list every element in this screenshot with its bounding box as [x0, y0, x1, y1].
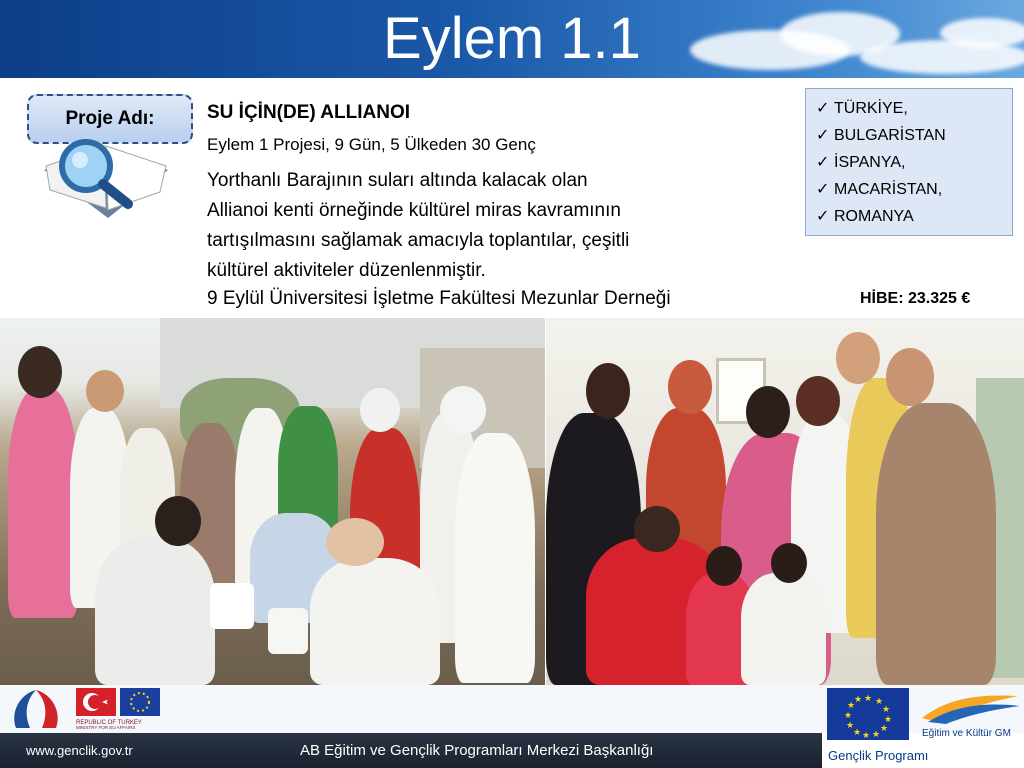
- project-name: SU İÇİN(DE) ALLIANOI: [207, 102, 411, 123]
- country-item: ✓ BULGARİSTAN: [816, 122, 1012, 149]
- check-icon: ✓: [816, 181, 830, 198]
- grant-amount: HİBE: 23.325 €: [860, 290, 971, 307]
- organization-name: 9 Eylül Üniversitesi İşletme Fakültesi Mezunlar Derneği: [207, 288, 671, 309]
- group-photo: [546, 318, 1024, 685]
- description-line: Allianoi kenti örneğinde kültürel miras kavramının: [207, 200, 621, 221]
- description-line: tartışılmasını sağlamak amacıyla toplantılar, çeşitli: [207, 230, 630, 251]
- check-icon: ✓: [816, 154, 830, 171]
- footer-title: AB Eğitim ve Gençlik Programları Merkezi Başkanlığı: [300, 742, 654, 759]
- check-icon: ✓: [816, 100, 830, 117]
- description-line: Yorthanlı Barajının suları altında kalacak olan: [207, 170, 588, 191]
- check-icon: ✓: [816, 208, 830, 225]
- country-item: ✓ TÜRKİYE,: [816, 95, 1012, 122]
- country-item: ✓ MACARİSTAN,: [816, 176, 1012, 203]
- magnifier-book-icon: [36, 130, 176, 220]
- description-line: kültürel aktiviteler düzenlenmiştir.: [207, 260, 486, 281]
- website-link[interactable]: www.genclik.gov.tr: [26, 743, 133, 758]
- check-icon: ✓: [816, 127, 830, 144]
- country-item: ✓ ROMANYA: [816, 203, 1012, 230]
- turkey-logo-text: REPUBLIC OF TURKEY: [76, 720, 142, 726]
- youth-program-label: Gençlik Programı: [828, 748, 929, 763]
- project-description: [207, 166, 787, 286]
- center-emblem-icon: [6, 686, 66, 730]
- countries-box: [805, 88, 1013, 236]
- country-item: ✓ İSPANYA,: [816, 149, 1012, 176]
- turkey-flag-icon: [72, 686, 168, 730]
- header-banner: [0, 0, 1024, 78]
- workshop-photo: [0, 318, 545, 685]
- project-label: Proje Adı:: [65, 108, 155, 129]
- lifelong-label: Eğitim ve Kültür GM: [922, 728, 1011, 739]
- turkey-logo-subtext: MINISTRY FOR EU AFFAIRS: [76, 725, 136, 730]
- eu-flag-icon: ★ ★ ★ ★ ★ ★ ★ ★ ★ ★ ★ ★: [827, 688, 909, 740]
- lifelong-learning-logo-icon: [918, 688, 1022, 724]
- slide-title: Eylem 1.1: [383, 6, 641, 71]
- project-subtitle: Eylem 1 Projesi, 9 Gün, 5 Ülkeden 30 Genç: [207, 135, 536, 154]
